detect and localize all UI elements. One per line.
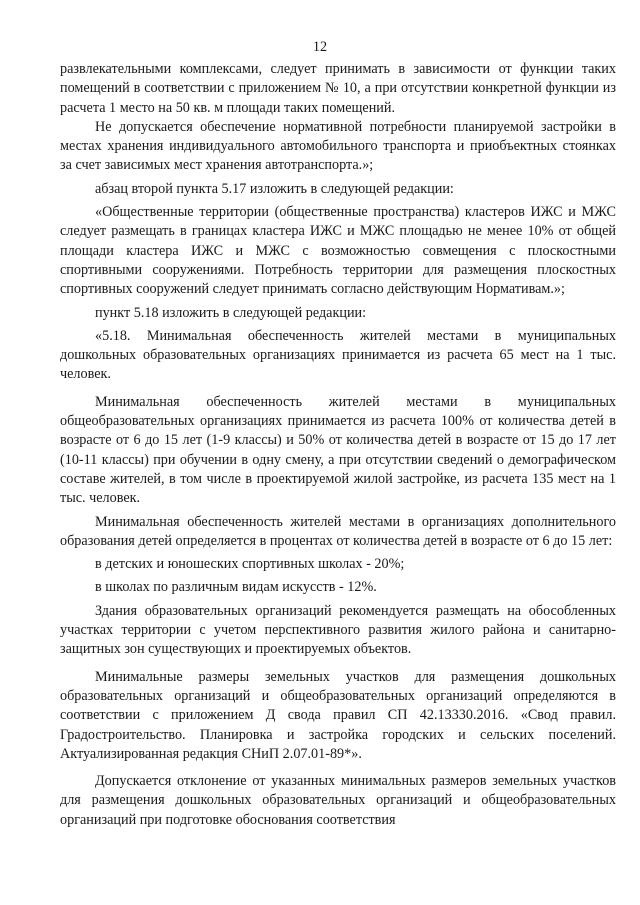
paragraph-amendment-5-18: пункт 5.18 изложить в следующей редакции: <box>95 304 367 321</box>
paragraph-amendment-5-17: абзац второй пункта 5.17 изложить в следующей редакции: <box>95 180 454 197</box>
paragraph-parking: Не допускается обеспечение нормативной потребности планируемой застройки в местах хранения индивидуального автомобильного транспорта и приобъектных стоянках за счет зависимых мест хранения автотранспорта.»; <box>60 118 616 174</box>
document-body <box>60 60 616 830</box>
paragraph-general-education: Минимальная обеспеченность жителей местами в муниципальных общеобразовательных организациях принимается из расчета 100% от количества детей в возрасте от 6 до 15 лет (1-9 классы) и 50% от количества детей в возрасте от 15 до 17 лет (10-11 классы) при обучении в одну смену, а при отсутствии сведений о демографическом составе жителей, в том числе в проектируемой жилой застройке, из расчета 135 мест на 1 тыс. человек. <box>60 393 616 507</box>
list-item-sports-schools: в детских и юношеских спортивных школах - 20%; <box>95 556 405 573</box>
paragraph-public-territories: «Общественные территории (общественные пространства) кластеров ИЖС и МЖС следует размещать в границах кластера ИЖС и МЖС площадью не менее 10% от общей площади кластера ИЖС и МЖС с возможностью совмещения с плоскостными спортивными сооружениями. Потребность территории для размещения плоскостных спортивных сооружений следует принимать согласно действующим Нормативам.»; <box>60 204 616 298</box>
paragraph-deviation: Допускается отклонение от указанных минимальных размеров земельных участков для размещения дошкольных образовательных организаций и общеобразовательных организаций при подготовке обоснования соответствия <box>60 773 616 828</box>
paragraph-continuation: развлекательными комплексами, следует принимать в зависимости от функции таких помещений в соответствии с приложением № 10, а при отсутствии конкретной функции из расчета 1 место на 50 кв. м площади таких помещений. <box>60 61 616 116</box>
page-number: 12 <box>312 39 328 55</box>
paragraph-additional-education: Минимальная обеспеченность жителей местами в организациях дополнительного образования детей определяется в процентах от количества детей в возрасте от 6 до 15 лет: <box>60 513 616 549</box>
paragraph-buildings-placement: Здания образовательных организаций рекомендуется размещать на обособленных участках территории с учетом перспективного развития жилого района и санитарно-защитных зон существующих и проектируемых объектов. <box>60 602 616 658</box>
paragraph-land-plot-sizes: Минимальные размеры земельных участков для размещения дошкольных образовательных организаций и общеобразовательных организаций определяются в соответствии с приложением Д свода правил СП 42.13330.2016. «Свод правил. Градостроительство. Планировка и застройка городских и сельских поселений. Актуализированная редакция СНиП 2.07.01-89*». <box>60 668 616 762</box>
list-item-art-schools: в школах по различным видам искусств - 12%. <box>95 579 377 596</box>
paragraph-5-18-preschool: «5.18. Минимальная обеспеченность жителей местами в муниципальных дошкольных образовательных организациях принимается из расчета 65 мест на 1 тыс. человек. <box>60 327 616 383</box>
